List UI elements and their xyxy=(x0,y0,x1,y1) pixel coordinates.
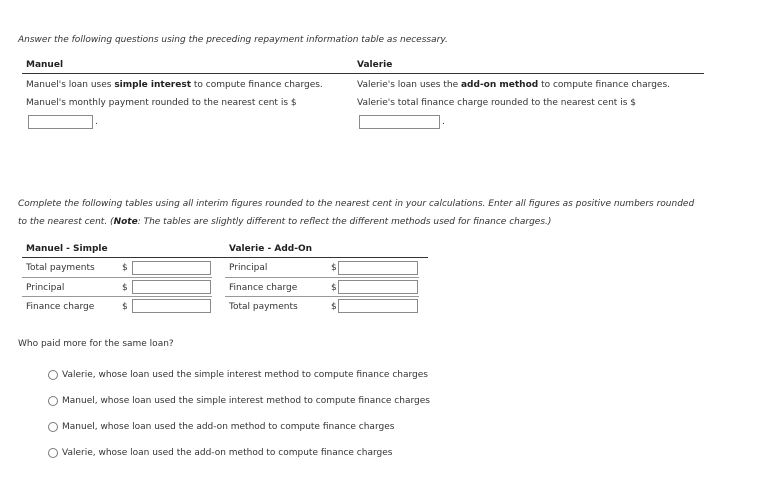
valerie-principal-input[interactable] xyxy=(338,261,418,275)
valerie-finance-charge-table-input[interactable] xyxy=(338,280,418,294)
manuel-row-label: Finance charge xyxy=(26,302,95,312)
option-label[interactable]: Valerie, whose loan used the simple interest method to compute finance charges xyxy=(62,370,428,380)
valerie-finance-prompt: Valerie's total finance charge rounded to the nearest cent is $ xyxy=(357,98,636,108)
option-radio[interactable] xyxy=(48,370,58,380)
manuel-principal-input[interactable] xyxy=(132,280,211,294)
row-divider xyxy=(225,296,419,297)
manuel-total-payments-input[interactable] xyxy=(132,261,211,275)
manuel-payment-prompt: Manuel's monthly payment rounded to the nearest cent is $ xyxy=(26,98,297,108)
valerie-method-text: Valerie's loan uses the add-on method to compute finance charges. xyxy=(357,80,670,90)
valerie-column-header: Valerie xyxy=(357,60,393,70)
row-divider xyxy=(22,277,212,278)
currency-symbol: $ xyxy=(331,302,337,312)
manuel-monthly-payment-input[interactable] xyxy=(28,115,93,129)
table-header-divider xyxy=(22,257,428,258)
option-radio[interactable] xyxy=(48,448,58,458)
option-label[interactable]: Manuel, whose loan used the add-on method to compute finance charges xyxy=(62,422,395,432)
instruction-text: Answer the following questions using the preceding repayment information table as necessary. xyxy=(18,35,448,45)
manuel-row-label: Total payments xyxy=(26,263,95,273)
manuel-row-label: Principal xyxy=(26,283,65,293)
option-radio[interactable] xyxy=(48,396,58,406)
manuel-finance-charge-input[interactable] xyxy=(132,299,211,313)
valerie-total-payments-input[interactable] xyxy=(338,299,418,313)
valerie-row-label: Finance charge xyxy=(229,283,298,293)
valerie-finance-charge-input[interactable] xyxy=(359,115,440,129)
header-divider xyxy=(22,73,704,74)
question-text: Who paid more for the same loan? xyxy=(18,339,174,349)
valerie-row-label: Principal xyxy=(229,263,268,273)
manuel-period: . xyxy=(95,117,98,127)
table-instruction-line1: Complete the following tables using all interim figures rounded to the nearest cent in your calculations. Enter all figures as positive numbers rounded xyxy=(18,199,695,209)
option-label[interactable]: Valerie, whose loan used the add-on method to compute finance charges xyxy=(62,448,393,458)
valerie-row-label: Total payments xyxy=(229,302,298,312)
manuel-method-text: Manuel's loan uses simple interest to compute finance charges. xyxy=(26,80,323,90)
table-instruction-line2: to the nearest cent. (Note: The tables are slightly different to reflect the different methods used for finance charges.) xyxy=(18,217,552,227)
row-divider xyxy=(22,296,212,297)
row-divider xyxy=(225,277,419,278)
option-radio[interactable] xyxy=(48,422,58,432)
manuel-simple-header: Manuel - Simple xyxy=(26,244,108,254)
currency-symbol: $ xyxy=(331,283,337,293)
valerie-addon-header: Valerie - Add-On xyxy=(229,244,313,254)
valerie-period: . xyxy=(442,117,445,127)
currency-symbol: $ xyxy=(122,283,128,293)
option-label[interactable]: Manuel, whose loan used the simple interest method to compute finance charges xyxy=(62,396,430,406)
currency-symbol: $ xyxy=(122,263,128,273)
currency-symbol: $ xyxy=(331,263,337,273)
currency-symbol: $ xyxy=(122,302,128,312)
manuel-column-header: Manuel xyxy=(26,60,64,70)
